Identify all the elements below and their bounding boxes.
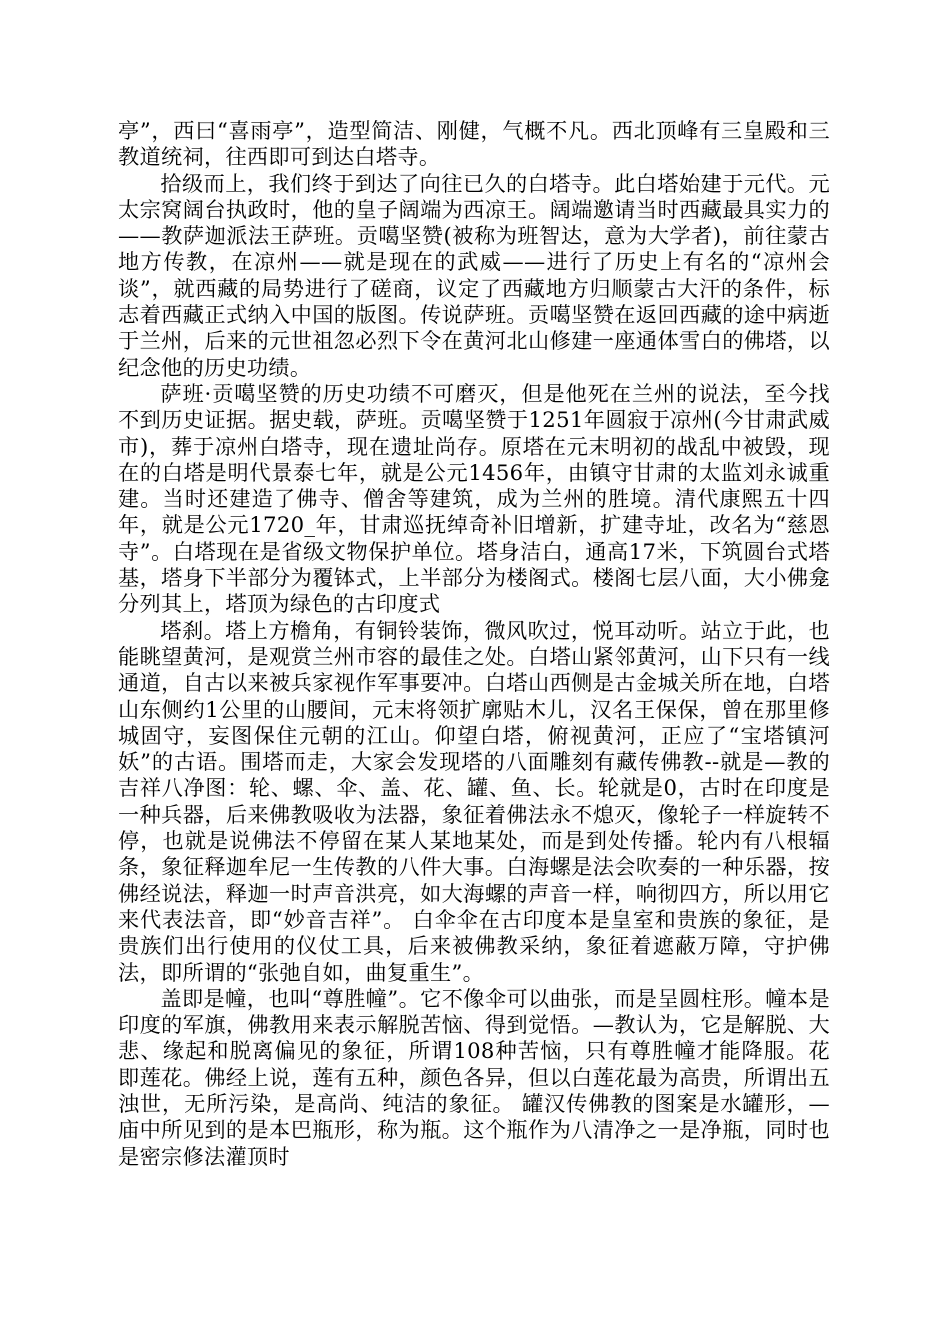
paragraph-1: 亭”，西曰“喜雨亭”，造型简洁、刚健，气概不凡。西北顶峰有三皇殿和三教道统祠，往西即可到达白塔寺。 <box>118 118 830 170</box>
text-body <box>118 118 830 1170</box>
paragraph-5: 盖即是幢，也叫“尊胜幢”。它不像伞可以曲张，而是呈圆柱形。幢本是印度的军旗，佛教用来表示解脱苦恼、得到觉悟。—教认为，它是解脱、大悲、缘起和脱离偏见的象征，所谓108种苦恼，只有尊胜幢才能降服。花 即莲花。佛经上说，莲有五种，颜色各异，但以白莲花最为高贵，所谓出五浊世，无所污染，是高尚、纯洁的象征。 罐汉传佛教的图案是水罐形，—庙中所见到的是本巴瓶形，称为瓶。这个瓶作为八清净之一是净瓶，同时也是密宗修法灌顶时 <box>118 985 830 1169</box>
paragraph-2: 拾级而上，我们终于到达了向往已久的白塔寺。此白塔始建于元代。元太宗窝阔台执政时，他的皇子阔端为西凉王。阔端邀请当时西藏最具实力的——教萨迦派法王萨班。贡噶坚赞(被称为班智达，意为大学者)，前往蒙古地方传教，在凉州——就是现在的武威——进行了历史上有名的“凉州会谈”，就西藏的局势进行了磋商，议定了西藏地方归顺蒙古大汗的条件，标志着西藏正式纳入中国的版图。传说萨班。贡噶坚赞在返回西藏的途中病逝于兰州，后来的元世祖忽必烈下令在黄河北山修建一座通体雪白的佛塔，以纪念他的历史功绩。 <box>118 170 830 380</box>
paragraph-4: 塔刹。塔上方檐角，有铜铃装饰，微风吹过，悦耳动听。站立于此，也能眺望黄河，是观赏兰州市容的最佳之处。白塔山紧邻黄河，山下只有一线通道，自古以来被兵家视作军事要冲。白塔山西侧是古金城关所在地，白塔山东侧约1公里的山腰间，元末将领扩廓贴木儿，汉名王保保，曾在那里修城固守，妄图保住元朝的江山。仰望白塔，俯视黄河，正应了“宝塔镇河妖”的古语。围塔而走，大家会发现塔的八面雕刻有藏传佛教--就是—教的吉祥八净图：轮、螺、伞、盖、花、罐、鱼、长。轮就是0，古时在印度是一种兵器，后来佛教吸收为法器，象征着佛法永不熄灭，像轮子一样旋转不停，也就是说佛法不停留在某人某地某处，而是到处传播。轮内有八根辐条，象征释迦牟尼一生传教的八件大事。白海螺是法会吹奏的一种乐器，按佛经说法，释迦一时声音洪亮，如大海螺的声音一样，响彻四方，所以用它来代表法音，即“妙音吉祥”。 白伞伞在古印度本是皇室和贵族的象征，是贵族们出行使用的仪仗工具，后来被佛教采纳，象征着遮蔽万障，守护佛法，即所谓的“张弛自如，曲复重生”。 <box>118 617 830 985</box>
paragraph-3: 萨班·贡噶坚赞的历史功绩不可磨灭，但是他死在兰州的说法，至今找不到历史证据。据史载，萨班。贡噶坚赞于1251年圆寂于凉州(今甘肃武威市)，葬于凉州白塔寺，现在遗址尚存。原塔在元末明初的战乱中被毁，现在的白塔是明代景泰七年，就是公元1456年，由镇守甘肃的太监刘永诚重建。当时还建造了佛寺、僧舍等建筑，成为兰州的胜境。清代康熙五十四年，就是公元1720_年，甘肃巡抚绰奇补旧增新，扩建寺址，改名为“慈恩寺”。白塔现在是省级文物保护单位。塔身洁白，通高17米，下筑圆台式塔基，塔身下半部分为覆钵式，上半部分为楼阁式。楼阁七层八面，大小佛龛分列其上，塔顶为绿色的古印度式 <box>118 380 830 617</box>
